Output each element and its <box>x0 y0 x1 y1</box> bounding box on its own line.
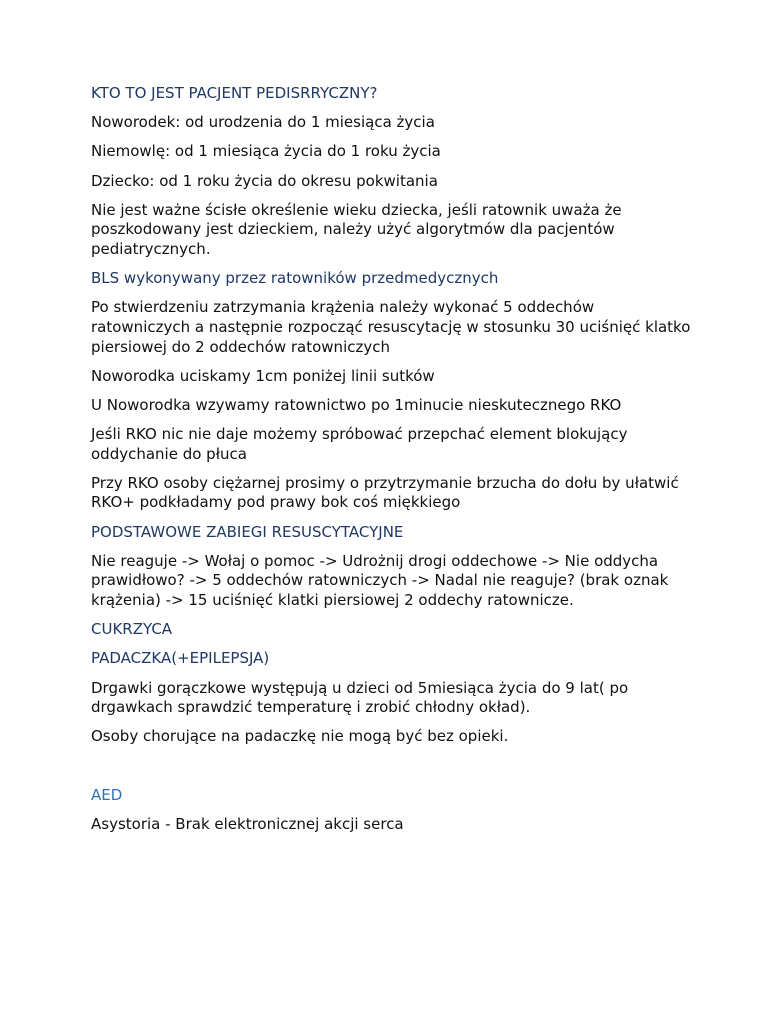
paragraph-bls-procedure: Po stwierdzeniu zatrzymania krążenia należy wykonać 5 oddechów ratowniczych a następnie rozpocząć resuscytację w stosunku 30 uciśnięć klatko piersiowej do 2 oddechów ratowniczych <box>91 298 691 356</box>
section-heading-diabetes: CUKRZYCA <box>91 620 173 639</box>
paragraph-infant-definition: Niemowlę: od 1 miesiąca życia do 1 roku życia <box>91 142 441 161</box>
paragraph-pregnant-cpr: Przy RKO osoby ciężarnej prosimy o przytrzymanie brzucha do dołu by ułatwić RKO+ podkładamy pod prawy bok coś miękkiego <box>91 473 679 512</box>
section-heading-basic-resuscitation: PODSTAWOWE ZABIEGI RESUSCYTACYJNE <box>91 522 404 541</box>
paragraph-newborn-compression: Noworodka uciskamy 1cm poniżej linii sutków <box>91 366 435 385</box>
paragraph-age-note: Nie jest ważne ścisłe określenie wieku dziecka, jeśli ratownik uważa że poszkodowany jest dzieckiem, należy użyć algorytmów dla pacjentów pediatrycznych. <box>91 200 622 258</box>
document-page <box>91 84 691 844</box>
paragraph-asystole: Asystoria - Brak elektronicznej akcji serca <box>91 814 404 833</box>
paragraph-airway-blockage: Jeśli RKO nic nie daje możemy spróbować przepchać element blokujący oddychanie do płuca <box>91 425 628 463</box>
paragraph-resuscitation-algorithm: Nie reaguje -> Wołaj o pomoc -> Udrożnij drogi oddechowe -> Nie oddycha prawidłowo? -> 5 oddechów ratowniczych -> Nadal nie reaguje? (brak oznak krążenia) -> 15 uciśnięć klatki piersiowej 2 oddechy ratownicze. <box>91 551 669 609</box>
section-heading-bls: BLS wykonywany przez ratowników przedmedycznych <box>91 269 499 288</box>
paragraph-epilepsy-care: Osoby chorujące na padaczkę nie mogą być bez opieki. <box>91 727 509 746</box>
blank-line <box>91 757 691 786</box>
section-heading-epilepsy: PADACZKA(+EPILEPSJA) <box>91 649 270 668</box>
section-heading-pediatric-patient: KTO TO JEST PACJENT PEDISRRYCZNY? <box>91 84 378 102</box>
paragraph-febrile-seizures: Drgawki gorączkowe występują u dzieci od 5miesiąca życia do 9 lat( po drgawkach sprawdzić temperaturę i zrobić chłodny okład). <box>91 678 629 717</box>
paragraph-child-definition: Dziecko: od 1 roku życia do okresu pokwitania <box>91 171 438 190</box>
paragraph-newborn-definition: Noworodek: od urodzenia do 1 miesiąca życia <box>91 113 435 132</box>
section-heading-aed: AED <box>91 785 123 804</box>
paragraph-newborn-call-rescue: U Noworodka wzywamy ratownictwo po 1minucie nieskutecznego RKO <box>91 395 622 414</box>
